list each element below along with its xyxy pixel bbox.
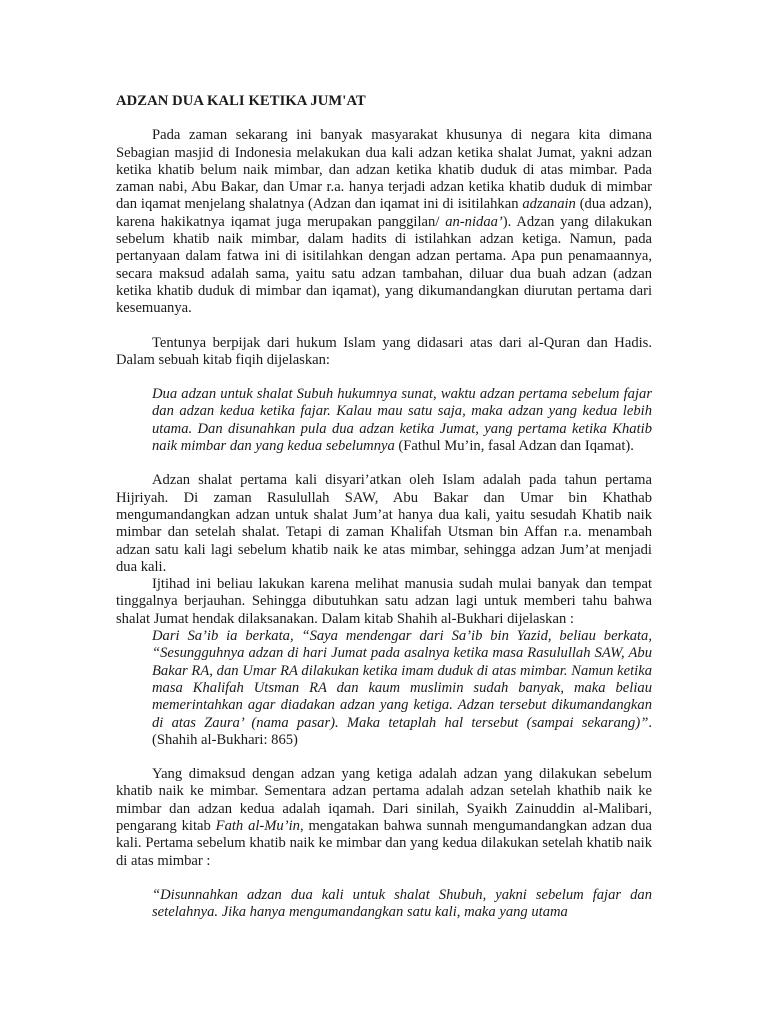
term-an-nidaa: an-nidaa’	[445, 213, 503, 230]
term-fath-al-muin: Fath al-Mu’in	[215, 817, 300, 834]
paragraph-third-adzan-text-a: Yang dimaksud dengan adzan yang ketiga adalah adzan yang dilakukan sebelum khatib naik ke mimbar. Sementara adzan pertama adalah adzan setelah khathib naik ke mimbar dan adzan kedua adalah iqamah. Dari sinilah, Syaikh Zainuddin al-Malibari, pengarang kitab	[116, 766, 652, 834]
quote-fathul-muin-source: (Fathul Mu’in, fasal Adzan dan Iqamat).	[394, 438, 634, 455]
document-title: ADZAN DUA KALI KETIKA JUM'AT	[116, 93, 366, 109]
quote-fathul-muin-italic: Dua adzan untuk shalat Subuh hukumnya sunat, waktu adzan pertama sebelum fajar dan adzan kedua ketika fajar. Kalau mau satu saja, maka adzan yang kedua lebih utama. Dan disunahkan pula dua adzan ketika Jumat, yang pertama ketika Khatib naik mimbar dan yang kedua sebelumnya	[152, 386, 652, 455]
term-adzanain: adzanain	[522, 196, 576, 213]
paragraph-intro-text-c: (dua adzan), karena hakikatnya iqamat juga merupakan panggilan/	[116, 196, 652, 230]
quote-fathul-muin	[152, 386, 652, 455]
paragraph-history: Adzan shalat pertama kali disyari’atkan oleh Islam adalah pada tahun pertama Hijriyah. Di zaman Rasulullah SAW, Abu Bakar dan Umar bin Khathab mengumandangkan adzan untuk shalat Jum’at hanya dua kali, yaitu sesudah Khatib naik mimbar dan setelah shalat. Tetapi di zaman Khalifah Utsman bin Affan r.a. menambah adzan satu kali lagi sebelum khatib naik ke atas mimbar, sehingga adzan Jum’at menjadi dua kali.	[116, 472, 652, 575]
document-page	[116, 93, 652, 921]
quote-sunnah-two-adzan-italic: “Disunnahkan adzan dua kali untuk shalat Shubuh, yakni sebelum fajar dan setelahnya. Jika hanya mengumandangkan satu kali, maka yang utama	[152, 886, 652, 921]
quote-bukhari-italic: Dari Sa’ib ia berkata, “Saya mendengar dari Sa’ib bin Yazid, beliau berkata, “Sesungguhnya adzan di hari Jumat pada asalnya ketika masa Rasulullah SAW, Abu Bakar RA, dan Umar RA dilakukan ketika imam duduk di atas mimbar. Namun ketika masa Khalifah Utsman RA dan kaum muslimin sudah banyak, maka beliau memerintahkan agar diadakan adzan yang ketiga. Adzan tersebut dikumandangkan di atas Zaura’ (nama pasar). Maka tetaplah hal tersebut (sampai sekarang)”	[152, 628, 652, 731]
quote-bukhari	[152, 628, 652, 749]
quote-sunnah-two-adzan	[152, 887, 652, 922]
paragraph-third-adzan-text-c: , mengatakan bahwa sunnah mengumandangkan adzan dua kali. Pertama sebelum khatib naik ke mimbar dan yang kedua dilakukan setelah khatib naik di atas mimbar :	[116, 817, 652, 869]
paragraph-third-adzan	[116, 766, 652, 870]
paragraph-intro	[116, 127, 652, 317]
paragraph-intro-text-a: Pada zaman sekarang ini banyak masyarakat khusunya di negara kita dimana Sebagian masjid di Indonesia melakukan dua kali adzan ketika shalat Jumat, yakni adzan ketika khatib belum naik mimbar, dan adzan ketika khatib duduk di atas mimbar. Pada zaman nabi, Abu Bakar, dan Umar r.a. hanya terjadi adzan ketika khatib duduk di mimbar dan iqamat menjelang shalatnya (Adzan dan iqamat ini di isitilahkan	[116, 127, 652, 213]
paragraph-basis: Tentunya berpijak dari hukum Islam yang didasari atas dari al-Quran dan Hadis. Dalam sebuah kitab fiqih dijelaskan:	[116, 334, 652, 368]
paragraph-intro-text-e: ). Adzan yang dilakukan sebelum khatib naik mimbar, dalam hadits di istilahkan adzan ketiga. Namun, pada pertanyaan dalam fatwa ini di isitilahkan dengan adzan pertama. Apa pun penamaannya, secara maksud adalah sama, yaitu satu adzan tambahan, diluar dua buah adzan (adzan ketika khatib duduk di mimbar dan iqamat), yang dikumandangkan diurutan pertama dari kesemuanya.	[116, 213, 653, 317]
paragraph-ijtihad: Ijtihad ini beliau lakukan karena melihat manusia sudah mulai banyak dan tempat tinggalnya berjauhan. Sehingga dibutuhkan satu adzan lagi untuk memberi tahu bahwa shalat Jumat hendak dilaksanakan. Dalam kitab Shahih al-Bukhari dijelaskan :	[116, 576, 652, 627]
quote-bukhari-source: . (Shahih al-Bukhari: 865)	[152, 714, 652, 748]
